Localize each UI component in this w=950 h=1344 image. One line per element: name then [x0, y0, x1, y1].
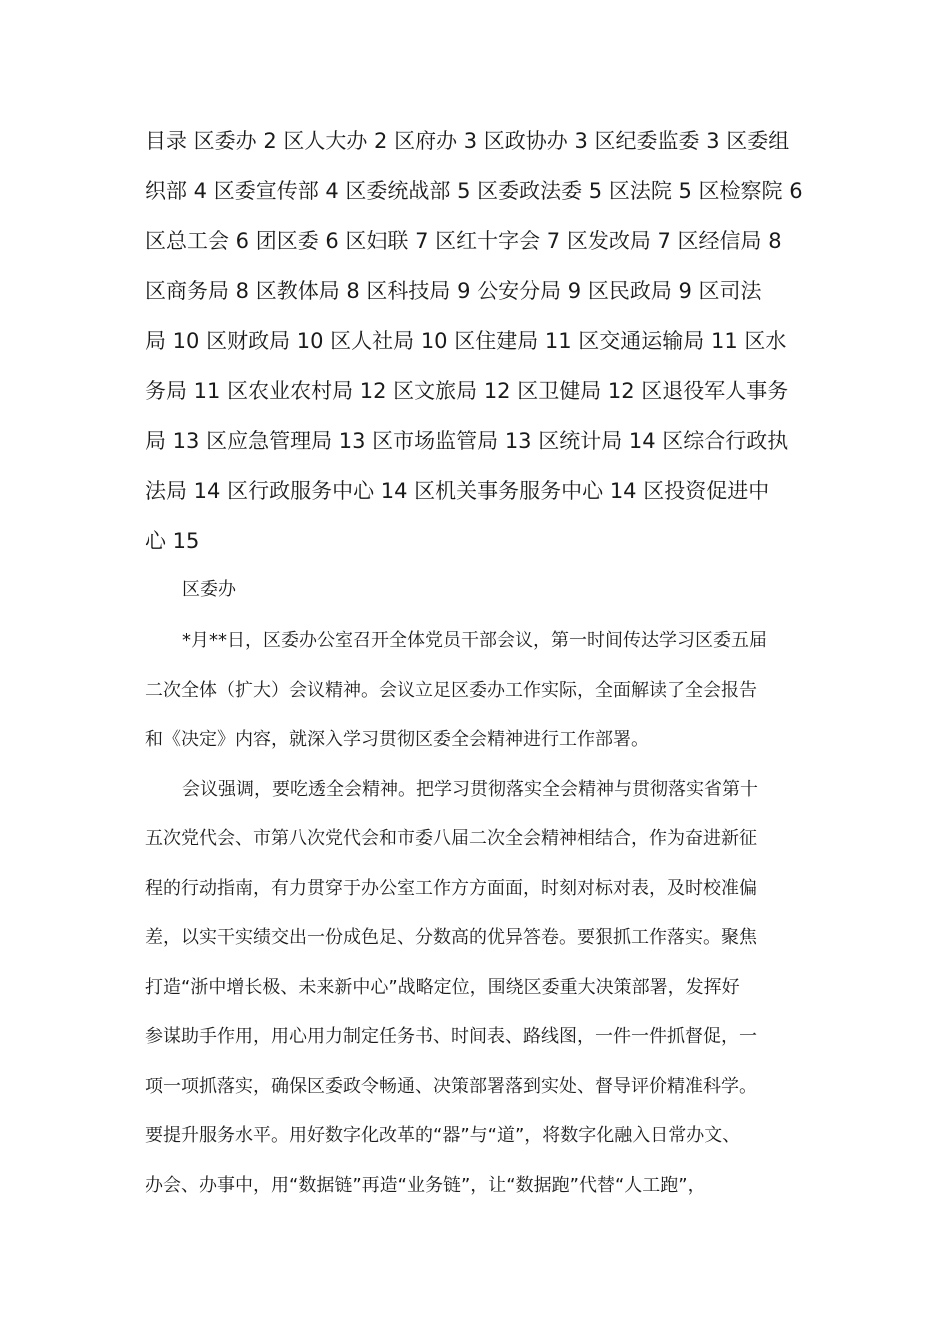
paragraph-line: 要提升服务水平。用好数字化改革的“器”与“道”，将数字化融入日常办文、 — [145, 1125, 741, 1146]
toc-line: 务局 11 区农业农村局 12 区文旅局 12 区卫健局 12 区退役军人事务 — [145, 379, 789, 403]
toc-line: 心 15 — [145, 529, 200, 553]
toc-line: 织部 4 区委宣传部 4 区委统战部 5 区委政法委 5 区法院 5 区检察院 6 — [145, 179, 803, 203]
toc-line: 局 13 区应急管理局 13 区市场监管局 13 区统计局 14 区综合行政执 — [145, 429, 789, 453]
toc-line: 局 10 区财政局 10 区人社局 10 区住建局 11 区交通运输局 11 区水 — [145, 329, 787, 353]
paragraph-line: 会议强调，要吃透全会精神。把学习贯彻落实全会精神与贯彻落实省第十 — [182, 778, 758, 800]
paragraph-line: 程的行动指南，有力贯穿于办公室工作方方面面，时刻对标对表，及时校准偏 — [145, 877, 757, 899]
section-body — [145, 616, 815, 1210]
toc-line: 目录 区委办 2 区人大办 2 区府办 3 区政协办 3 区纪委监委 3 区委组 — [145, 129, 790, 153]
paragraph-line: 和《决定》内容，就深入学习贯彻区委全会精神进行工作部署。 — [145, 729, 649, 750]
toc-line: 区总工会 6 团区委 6 区妇联 7 区红十字会 7 区发改局 7 区经信局 8 — [145, 229, 782, 253]
paragraph-line: *月**日，区委办公室召开全体党员干部会议，第一时间传达学习区委五届 — [182, 630, 767, 651]
paragraph-line: 差，以实干实绩交出一份成色足、分数高的优异答卷。要狠抓工作落实。聚焦 — [145, 927, 757, 948]
paragraph-line: 项一项抓落实，确保区委政令畅通、决策部署落到实处、督导评价精准科学。 — [145, 1075, 757, 1097]
toc-line: 法局 14 区行政服务中心 14 区机关事务服务中心 14 区投资促进中 — [145, 479, 770, 503]
paragraph-line: 办会、办事中，用“数据链”再造“业务链”，让“数据跑”代替“人工跑”， — [145, 1174, 706, 1196]
paragraph-line: 五次党代会、市第八次党代会和市委八届二次全会精神相结合，作为奋进新征 — [145, 828, 757, 849]
paragraph-line: 参谋助手作用，用心用力制定任务书、时间表、路线图，一件一件抓督促，一 — [145, 1026, 757, 1047]
paragraph-line: 打造“浙中增长极、未来新中心”战略定位，围绕区委重大决策部署，发挥好 — [145, 976, 740, 998]
toc-line: 区商务局 8 区教体局 8 区科技局 9 公安分局 9 区民政局 9 区司法 — [145, 279, 762, 303]
paragraph-line: 二次全体（扩大）会议精神。会议立足区委办工作实际，全面解读了全会报告 — [145, 679, 757, 701]
table-of-contents — [145, 116, 815, 566]
section-heading: 区委办 — [182, 579, 236, 600]
